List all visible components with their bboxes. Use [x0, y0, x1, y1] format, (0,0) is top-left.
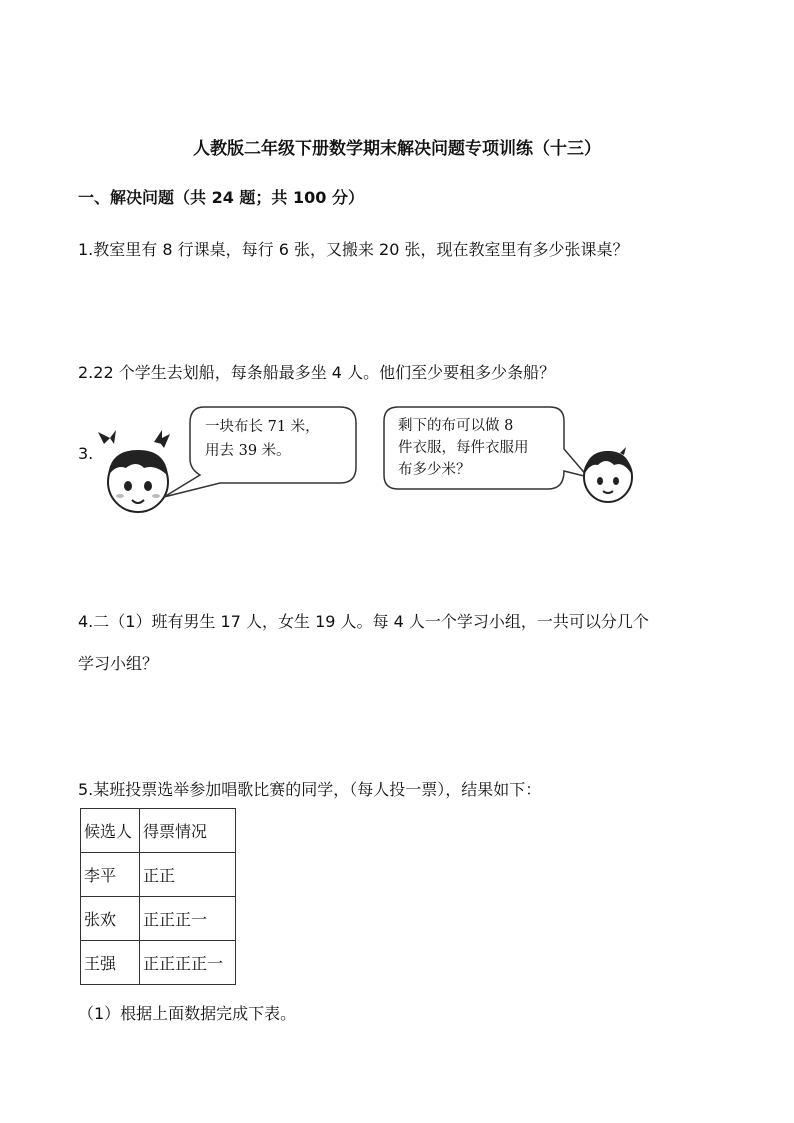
- table-header-row: [81, 809, 236, 853]
- boy-illustration: [580, 445, 636, 505]
- header-candidate: 候选人: [81, 809, 140, 853]
- girl-speech-line-1: 一块布长 71 米，: [205, 419, 320, 435]
- candidate-name: 李平: [81, 853, 140, 897]
- tally-marks: 正正正正一: [140, 941, 236, 985]
- boy-speech-text: [398, 415, 529, 481]
- tally-table: [80, 808, 236, 985]
- question-5-sub-1: （1）根据上面数据完成下表。: [78, 1004, 297, 1023]
- question-2: 2.22 个学生去划船，每条船最多坐 4 人。他们至少要租多少条船？: [78, 363, 556, 382]
- girl-speech-line-2: 用去 39 米。: [205, 443, 291, 459]
- tally-marks: 正正正一: [140, 897, 236, 941]
- question-4-line-1: 4.二（1）班有男生 17 人，女生 19 人。每 4 人一个学习小组，一共可以分几个: [78, 612, 649, 631]
- girl-speech-text: [205, 415, 320, 463]
- question-4-line-2: 学习小组？: [78, 654, 159, 673]
- question-5: 5.某班投票选举参加唱歌比赛的同学，（每人投一票），结果如下：: [78, 780, 542, 799]
- question-3-number: 3.: [78, 444, 94, 463]
- question-1: 1.教室里有 8 行课桌，每行 6 张，又搬来 20 张，现在教室里有多少张课桌？: [78, 240, 629, 259]
- boy-speech-line-1: 剩下的布可以做 8: [398, 418, 514, 434]
- table-row: [81, 853, 236, 897]
- candidate-name: 张欢: [81, 897, 140, 941]
- table-row: [81, 941, 236, 985]
- candidate-name: 王强: [81, 941, 140, 985]
- boy-speech-line-2: 件衣服，每件衣服用: [398, 440, 529, 456]
- header-votes: 得票情况: [140, 809, 236, 853]
- table-row: [81, 897, 236, 941]
- page-title: 人教版二年级下册数学期末解决问题专项训练（十三）: [193, 139, 601, 159]
- tally-marks: 正正: [140, 853, 236, 897]
- section-heading: 一、解决问题（共 24 题；共 100 分）: [78, 188, 364, 207]
- boy-speech-line-3: 布多少米？: [398, 462, 471, 478]
